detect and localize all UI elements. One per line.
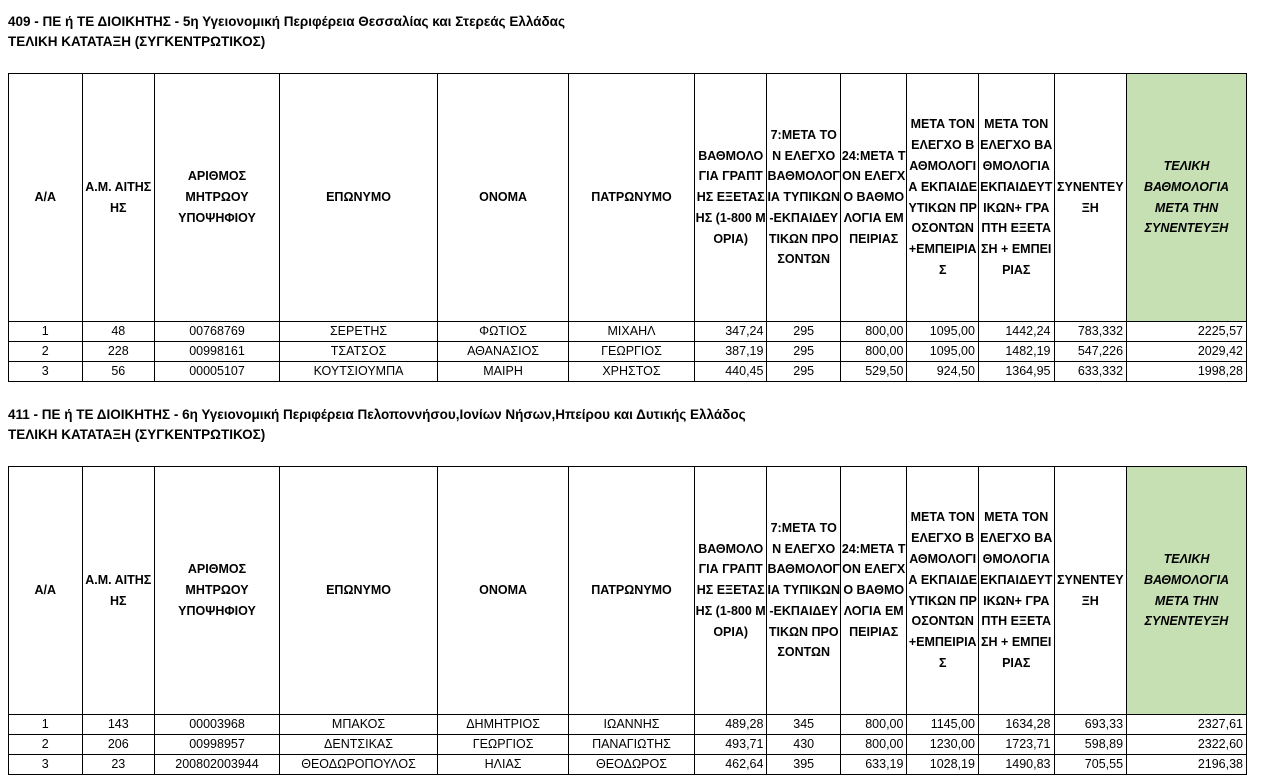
col-interview: ΣΥΝΕΝΤΕΥΞΗ [1054,467,1127,715]
cell: 3 [9,362,83,382]
cell: 00005107 [155,362,280,382]
col-qual-plus-exp: ΜΕΤΑ ΤΟΝ ΕΛΕΓΧΟ ΒΑΘΜΟΛΟΓΙΑ ΕΚΠΑΙΔΕΥΤΙΚΩΝ ΠΡΟΣΟΝΤΩΝ +ΕΜΠΕΙΡΙΑΣ [907,74,979,322]
cell: ΙΩΑΝΝΗΣ [569,715,695,735]
cell: 1095,00 [907,322,979,342]
cell: 800,00 [840,322,906,342]
col-registry-no: ΑΡΙΘΜΟΣ ΜΗΤΡΩΟΥ ΥΠΟΨΗΦΙΟΥ [155,74,280,322]
cell: 143 [82,715,155,735]
section-subtitle: ΤΕΛΙΚΗ ΚΑΤΑΤΑΞΗ (ΣΥΓΚΕΝΤΡΩΤΙΚΟΣ) [8,34,266,49]
cell: 598,89 [1054,735,1127,755]
cell: 1145,00 [907,715,979,735]
cell: 387,19 [694,342,767,362]
cell: 462,64 [694,755,767,775]
section-title: 411 - ΠΕ ή ΤΕ ΔΙΟΙΚΗΤΗΣ - 6η Υγειονομική Περιφέρεια Πελοποννήσου,Ιονίων Νήσων,Ηπείρου και Δυτικής Ελλάδος [8,407,746,422]
cell: 547,226 [1054,342,1127,362]
cell: 228 [82,342,155,362]
cell: ΠΑΝΑΓΙΩΤΗΣ [569,735,695,755]
cell: 1364,95 [978,362,1054,382]
cell: ΜΙΧΑΗΛ [569,322,695,342]
cell: 3 [9,755,83,775]
cell: 1230,00 [907,735,979,755]
cell: ΚΟΥΤΣΙΟΥΜΠΑ [279,362,437,382]
cell: 1 [9,322,83,342]
section-subtitle: ΤΕΛΙΚΗ ΚΑΤΑΤΑΞΗ (ΣΥΓΚΕΝΤΡΩΤΙΚΟΣ) [8,427,266,442]
col-father-name: ΠΑΤΡΩΝΥΜΟ [569,467,695,715]
cell: 00998161 [155,342,280,362]
col-aa: Α/Α [9,467,83,715]
col-application-no: Α.Μ. ΑΙΤΗΣΗΣ [82,467,155,715]
cell: 800,00 [840,735,906,755]
cell: 1 [9,715,83,735]
cell: 56 [82,362,155,382]
col-surname: ΕΠΩΝΥΜΟ [279,467,437,715]
cell: 2 [9,735,83,755]
col-application-no: Α.Μ. ΑΙΤΗΣΗΣ [82,74,155,322]
cell: 200802003944 [155,755,280,775]
cell: 1634,28 [978,715,1054,735]
cell: 1490,83 [978,755,1054,775]
cell: ΔΕΝΤΣΙΚΑΣ [279,735,437,755]
section-409 [8,12,1243,378]
cell: 633,332 [1054,362,1127,382]
cell: 1723,71 [978,735,1054,755]
ranking-table [8,466,1247,775]
col-experience-score: 24:ΜΕΤΑ ΤΟΝ ΕΛΕΓΧΟ ΒΑΘΜΟΛΟΓΙΑ ΕΜΠΕΙΡΙΑΣ [840,467,906,715]
table-row [9,715,1247,735]
cell: ΜΠΑΚΟΣ [279,715,437,735]
cell: 705,55 [1054,755,1127,775]
cell: 529,50 [840,362,906,382]
cell: 1095,00 [907,342,979,362]
col-father-name: ΠΑΤΡΩΝΥΜΟ [569,74,695,322]
col-aa: Α/Α [9,74,83,322]
col-total-before-interview: ΜΕΤΑ ΤΟΝ ΕΛΕΓΧΟ ΒΑΘΜΟΛΟΓΙΑ ΕΚΠΑΙΔΕΥΤΙΚΩΝ+ ΓΡΑΠΤΗ ΕΞΕΤΑΣΗ + ΕΜΠΕΙΡΙΑΣ [978,467,1054,715]
cell: 2322,60 [1127,735,1247,755]
cell: ΔΗΜΗΤΡΙΟΣ [438,715,569,735]
cell: 00998957 [155,735,280,755]
table-row [9,735,1247,755]
col-written-score: ΒΑΘΜΟΛΟΓΙΑ ΓΡΑΠΤΗΣ ΕΞΕΤΑΣΗΣ (1-800 ΜΟΡΙΑ) [694,467,767,715]
cell: 693,33 [1054,715,1127,735]
col-written-score: ΒΑΘΜΟΛΟΓΙΑ ΓΡΑΠΤΗΣ ΕΞΕΤΑΣΗΣ (1-800 ΜΟΡΙΑ) [694,74,767,322]
cell: ΓΕΩΡΓΙΟΣ [569,342,695,362]
cell: 1028,19 [907,755,979,775]
cell: 206 [82,735,155,755]
cell: ΗΛΙΑΣ [438,755,569,775]
cell: 23 [82,755,155,775]
cell: 2225,57 [1127,322,1247,342]
cell: 345 [767,715,841,735]
col-name: ΟΝΟΜΑ [438,467,569,715]
cell: 440,45 [694,362,767,382]
cell: 295 [767,342,841,362]
col-final-score: ΤΕΛΙΚΗ ΒΑΘΜΟΛΟΓΙΑ ΜΕΤΑ ΤΗΝ ΣΥΝΕΝΤΕΥΞΗ [1127,74,1247,322]
cell: ΘΕΟΔΩΡΟΠΟΥΛΟΣ [279,755,437,775]
cell: 489,28 [694,715,767,735]
cell: 295 [767,322,841,342]
col-qual-plus-exp: ΜΕΤΑ ΤΟΝ ΕΛΕΓΧΟ ΒΑΘΜΟΛΟΓΙΑ ΕΚΠΑΙΔΕΥΤΙΚΩΝ ΠΡΟΣΟΝΤΩΝ +ΕΜΠΕΙΡΙΑΣ [907,467,979,715]
col-experience-score: 24:ΜΕΤΑ ΤΟΝ ΕΛΕΓΧΟ ΒΑΘΜΟΛΟΓΙΑ ΕΜΠΕΙΡΙΑΣ [840,74,906,322]
cell: 800,00 [840,715,906,735]
cell: 493,71 [694,735,767,755]
col-name: ΟΝΟΜΑ [438,74,569,322]
cell: 295 [767,362,841,382]
col-total-before-interview: ΜΕΤΑ ΤΟΝ ΕΛΕΓΧΟ ΒΑΘΜΟΛΟΓΙΑ ΕΚΠΑΙΔΕΥΤΙΚΩΝ+ ΓΡΑΠΤΗ ΕΞΕΤΑΣΗ + ΕΜΠΕΙΡΙΑΣ [978,74,1054,322]
cell: 2327,61 [1127,715,1247,735]
cell: 00768769 [155,322,280,342]
cell: ΓΕΩΡΓΙΟΣ [438,735,569,755]
cell: 1482,19 [978,342,1054,362]
header-row [9,74,1247,322]
section-title: 409 - ΠΕ ή ΤΕ ΔΙΟΙΚΗΤΗΣ - 5η Υγειονομική Περιφέρεια Θεσσαλίας και Στερεάς Ελλάδας [8,14,565,29]
cell: ΣΕΡΕΤΗΣ [279,322,437,342]
col-registry-no: ΑΡΙΘΜΟΣ ΜΗΤΡΩΟΥ ΥΠΟΨΗΦΙΟΥ [155,467,280,715]
table-row [9,755,1247,775]
cell: ΘΕΟΔΩΡΟΣ [569,755,695,775]
cell: 2029,42 [1127,342,1247,362]
cell: ΜΑΙΡΗ [438,362,569,382]
cell: ΑΘΑΝΑΣΙΟΣ [438,342,569,362]
col-surname: ΕΠΩΝΥΜΟ [279,74,437,322]
cell: 1998,28 [1127,362,1247,382]
cell: ΧΡΗΣΤΟΣ [569,362,695,382]
cell: 1442,24 [978,322,1054,342]
cell: 2 [9,342,83,362]
cell: 800,00 [840,342,906,362]
table-row [9,362,1247,382]
cell: 430 [767,735,841,755]
col-qualifications-score: 7:ΜΕΤΑ ΤΟΝ ΕΛΕΓΧΟ ΒΑΘΜΟΛΟΓΙΑ ΤΥΠΙΚΩΝ-ΕΚΠΑΙΔΕΥΤΙΚΩΝ ΠΡΟΣΟΝΤΩΝ [767,467,841,715]
cell: 924,50 [907,362,979,382]
cell: 2196,38 [1127,755,1247,775]
table-row [9,322,1247,342]
table-row [9,342,1247,362]
col-final-score: ΤΕΛΙΚΗ ΒΑΘΜΟΛΟΓΙΑ ΜΕΤΑ ΤΗΝ ΣΥΝΕΝΤΕΥΞΗ [1127,467,1247,715]
header-row [9,467,1247,715]
cell: 48 [82,322,155,342]
cell: 347,24 [694,322,767,342]
cell: ΦΩΤΙΟΣ [438,322,569,342]
col-interview: ΣΥΝΕΝΤΕΥΞΗ [1054,74,1127,322]
col-qualifications-score: 7:ΜΕΤΑ ΤΟΝ ΕΛΕΓΧΟ ΒΑΘΜΟΛΟΓΙΑ ΤΥΠΙΚΩΝ-ΕΚΠΑΙΔΕΥΤΙΚΩΝ ΠΡΟΣΟΝΤΩΝ [767,74,841,322]
section-411 [8,405,1243,771]
cell: 395 [767,755,841,775]
cell: 00003968 [155,715,280,735]
cell: ΤΣΑΤΣΟΣ [279,342,437,362]
cell: 633,19 [840,755,906,775]
cell: 783,332 [1054,322,1127,342]
ranking-table [8,73,1247,382]
